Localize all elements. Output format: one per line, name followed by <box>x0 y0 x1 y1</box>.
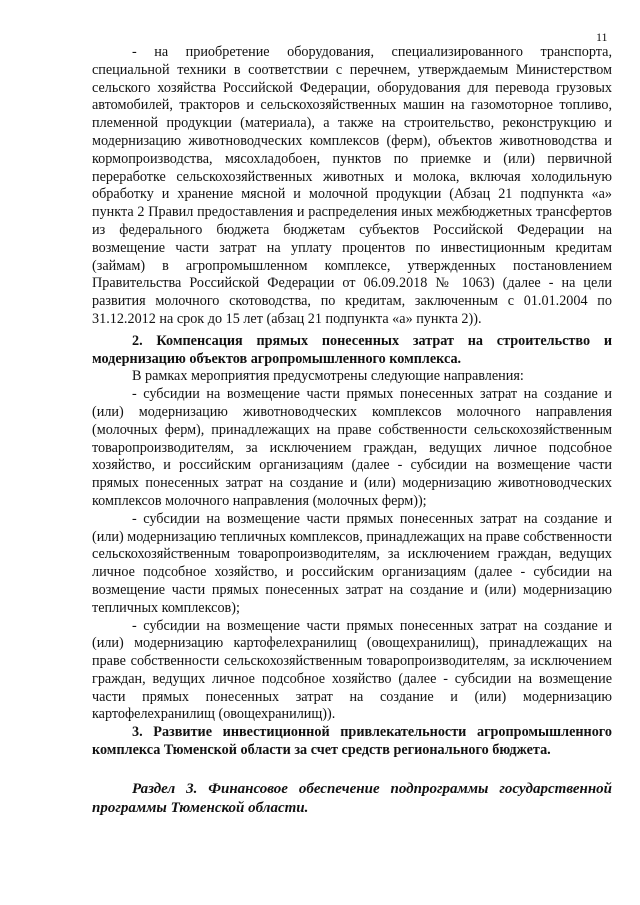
paragraph-storage-subsidy: - субсидии на возмещение части прямых понесенных затрат на создание и (или) модернизацию картофелехранилищ (овощехранилищ), принадлежащих на праве собственности сельскохозяйственным товаропроизводителям, за исключением граждан, ведущих личное подсобное хозяйство (далее - субсидии на возмещение части прямых понесенных затрат на создание и (или) модернизацию картофелехранилищ (овощехранилищ)). <box>92 617 612 723</box>
paragraph-equipment-purchase: - на приобретение оборудования, специализированного транспорта, специальной техники в соответствии с перечнем, утверждаемым Министерством сельского хозяйства Российской Федерации, оборудования для перевода грузовых автомобилей, тракторов и сельскохозяйственных машин на газомоторное топливо, племенной продукции (материала), а также на строительство, реконструкцию и модернизацию животноводческих комплексов (ферм), объектов животноводства и кормопроизводства, мясохладобоен, пунктов по приемке и (или) первичной переработке сельскохозяйственных животных и молока, включая холодильную обработку и хранение мясной и молочной продукции (Абзац 21 подпункта «а» пункта 2 Правил предоставления и распределения иных межбюджетных трансфертов из федерального бюджета бюджетам субъектов Российской Федерации на возмещение части затрат на уплату процентов по инвестиционным кредитам (займам) в агропромышленном комплексе, утвержденных постановлением Правительства Российской Федерации от 06.09.2018 № 1063) (далее - на цели развития молочного скотоводства, по кредитам, заключенным с 01.01.2004 по 31.12.2012 на срок до 15 лет (абзац 21 подпункта «а» пункта 2)). <box>92 44 612 327</box>
document-body <box>92 44 612 818</box>
paragraph-dairy-subsidy: - субсидии на возмещение части прямых понесенных затрат на создание и (или) модернизацию животноводческих комплексов молочного направления (молочных ферм), принадлежащих на праве собственности сельскохозяйственным товаропроизводителям, за исключением граждан, ведущих личное подсобное хозяйство, и российским организациям (далее - субсидии на возмещение части прямых понесенных затрат на создание и (или) модернизацию животноводческих комплексов молочного направления (молочных ферм)); <box>92 386 612 509</box>
heading-cost-compensation: 2. Компенсация прямых понесенных затрат на строительство и модернизацию объектов агропромышленного комплекса. <box>92 332 612 367</box>
heading-investment-attractiveness: 3. Развитие инвестиционной привлекательности агропромышленного комплекса Тюменской области за счет средств регионального бюджета. <box>92 724 612 759</box>
paragraph-greenhouse-subsidy: - субсидии на возмещение части прямых понесенных затрат на создание и (или) модернизацию тепличных комплексов, принадлежащих на праве собственности сельскохозяйственным товаропроизводителям, за исключением граждан, ведущих личное подсобное хозяйство, и российским организациям (далее - субсидии на возмещение части прямых понесенных затрат на создание и (или) модернизацию тепличных комплексов); <box>92 510 612 616</box>
paragraph-directions-intro: В рамках мероприятия предусмотрены следующие направления: <box>132 368 524 385</box>
page-number: 11 <box>596 30 608 44</box>
section-title-financing: Раздел 3. Финансовое обеспечение подпрограммы государственной программы Тюменской области. <box>92 780 612 816</box>
